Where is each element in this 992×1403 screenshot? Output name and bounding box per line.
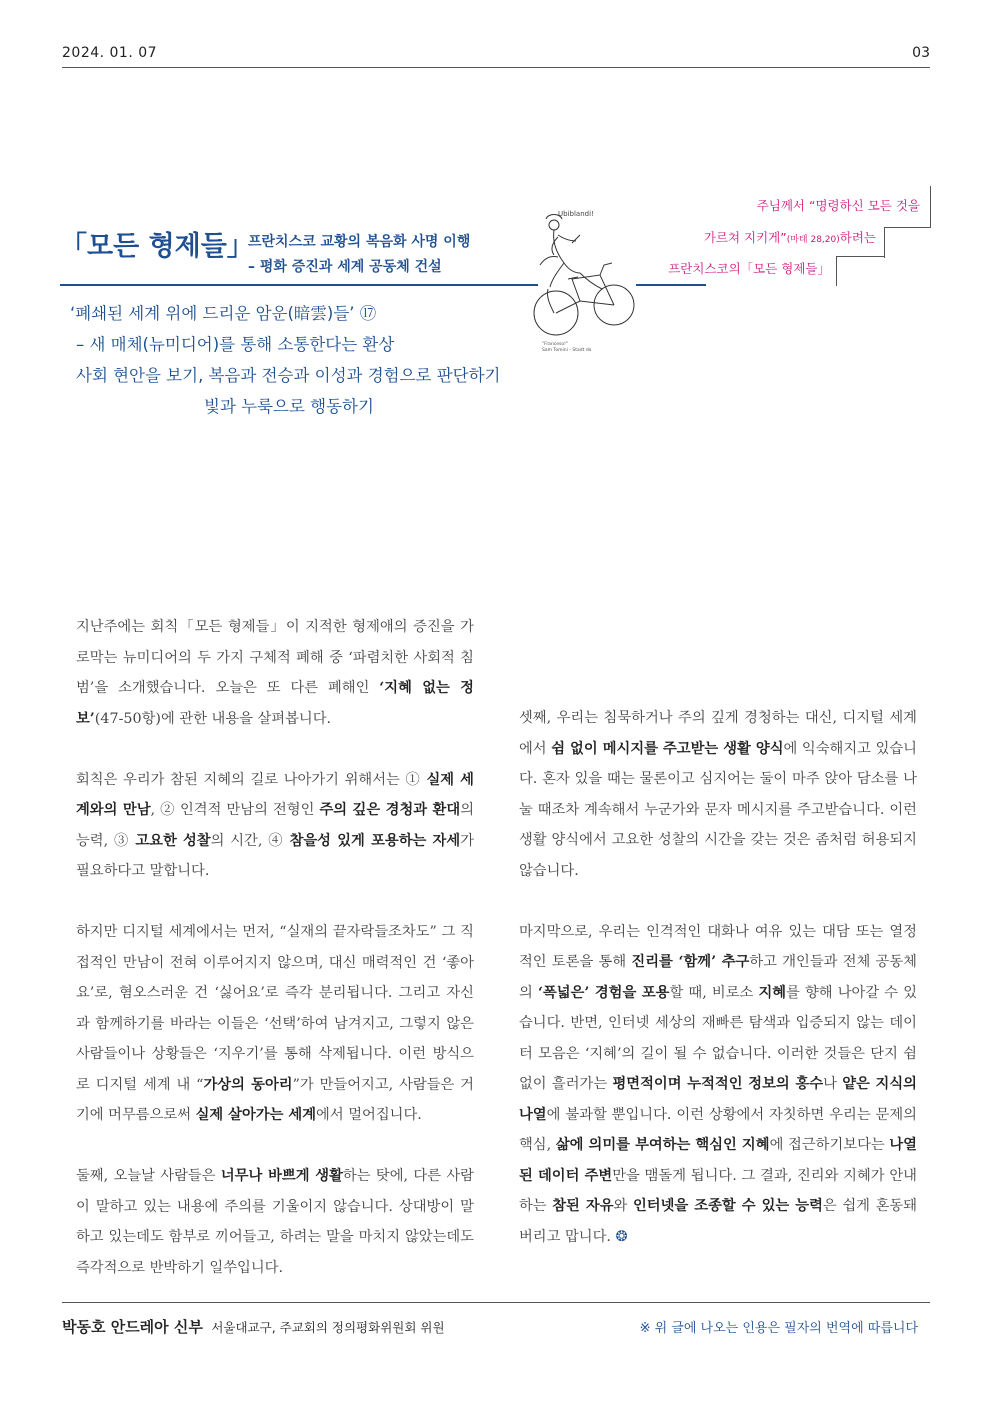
quote-stair-step1	[884, 227, 931, 258]
emphasis: 지혜	[758, 984, 787, 1001]
author-credit	[62, 1316, 445, 1337]
series-subtitle-line1: 프란치스코 교황의 복음화 사명 이행	[248, 234, 471, 250]
quote-line3: 프란치스코의「모든 형제들」	[668, 261, 830, 276]
body-paragraph-2	[76, 765, 474, 887]
emphasis: ‘지혜 없는 정보’	[76, 680, 474, 727]
text-run: 회칙은 우리가 참된 지혜의 길로 나아가기 위해서는 ①	[76, 771, 427, 788]
emphasis: 얕은 지식의 나열	[519, 1076, 917, 1123]
emphasis: 참을성 있게 포용하는 자세	[289, 832, 461, 849]
text-run: 셋째, 우리는 침묵하거나 주의 깊게 경청하는 대신, 디지털 세계에서	[519, 710, 917, 757]
text-run: 하지만 디지털 세계에서는 먼저, “실재의 끝자락들조차도” 그 직접적인 만남이 전혀 이루어지지 않으며, 대신 매력적인 건 ‘좋아요’로, 혐오스러운 건 ‘싫어요’로 즉각 분리됩니다. 그리고 자신과 함께하기를 바라는 이들은 ‘선택’하여 남겨지고, 그렇지 않은 사람들이나 상황들은 ‘지우기’를 통해 삭제됩니다. 이런 방식으로 디지털 세계 내 “	[76, 924, 474, 1093]
body-column-right	[519, 703, 917, 1283]
text-run: 만을 맴돌게 됩니다. 그 결과, 진리와 지혜가 안내하는	[519, 1167, 917, 1214]
page-number: 03	[912, 45, 930, 61]
quote-stair-outline	[930, 186, 931, 228]
emphasis: 평면적이며 누적적인 정보의 홍수	[612, 1076, 824, 1092]
emphasis: 실제 살아가는 세계	[195, 1107, 317, 1123]
text-run: ”가 만들어지고, 사람들은 거기에 머무름으로써	[76, 1076, 474, 1123]
emphasis: 인터넷을 조종할 수 있는 능력	[632, 1198, 823, 1214]
text-run: 의 능력, ③	[76, 802, 474, 849]
text-run: 둘째, 오늘날 사람들은	[76, 1168, 221, 1184]
text-run: 와	[613, 1198, 633, 1214]
body-paragraph-6	[519, 917, 917, 1253]
text-run: 은 쉽게 혼동돼 버리고 맙니다.	[519, 1198, 917, 1245]
text-run: 마지막으로, 우리는 인격적인 대화나 여유 있는 대담 또는 열정적인 토론을 통해	[519, 923, 917, 970]
text-run: 하는 탓에, 다른 사람이 말하고 있는 내용에 주의를 기울이지 않습니다. 상대방이 말하고 있는데도 함부로 끼어들고, 하려는 말을 마치지 않았는데도 즉각적으로 반박하기 일쑤입니다.	[76, 1168, 474, 1276]
emphasis: 주의 깊은 경청과 환대	[319, 802, 461, 818]
text-run: , ② 인격적 만남의 전형인	[150, 802, 320, 818]
text-run: 에 익숙해지고 있습니다. 혼자 있을 때는 물론이고 심지어는 둘이 마주 앉아 담소를 나눌 때조차 계속해서 누군가와 문자 메시지를 주고받습니다. 이런 생활 양식에서 고요한 성찰의 시간을 갖는 것은 좀처럼 허용되지 않습니다.	[519, 740, 917, 879]
emphasis: 고요한 성찰	[135, 832, 211, 849]
body-paragraph-4a	[76, 1161, 474, 1283]
article-title-line1: ‘폐쇄된 세계 위에 드리운 암운(暗雲)들’ ⑰	[70, 304, 377, 323]
text-run: 하고 개인들과 전체 공동체의	[519, 954, 917, 1001]
quote-bible-ref: (마태 28,20)	[786, 235, 840, 245]
illustration-caption: Ubiblandi!	[558, 210, 594, 218]
text-run: 할 때, 비로소	[669, 984, 759, 1001]
emphasis: 나열된 데이터 주변	[519, 1137, 917, 1184]
end-mark-icon: ❂	[615, 1228, 628, 1245]
emphasis: 참된 자유	[552, 1198, 614, 1214]
header-divider	[62, 67, 930, 68]
article-title-block	[70, 298, 501, 422]
bicycle-rider-illustration	[528, 205, 638, 355]
author-name: 박동호 안드레아 신부	[62, 1318, 203, 1336]
body-paragraph-3	[76, 917, 474, 1131]
svg-text:"Franceso!": "Franceso!"	[542, 342, 569, 347]
text-run: 가 필요하다고 말합니다.	[76, 832, 474, 879]
quote-line2-main: 가르쳐 지키게”	[703, 230, 787, 245]
article-title-line3: 사회 현안을 보기, 복음과 전승과 이성과 경험으로 판단하기	[76, 366, 501, 385]
issue-date: 2024. 01. 07	[62, 45, 158, 61]
series-subtitle	[248, 230, 470, 280]
text-run: (47-50항)에 관한 내용을 살펴봅니다.	[94, 710, 332, 727]
text-run: 에서 멀어집니다.	[316, 1107, 422, 1123]
quote-line2-end: 하려는	[839, 230, 876, 245]
quote-stair-step2	[836, 256, 885, 286]
series-subtitle-line2: – 평화 증진과 세계 공동체 건설	[248, 259, 442, 275]
article-title-line2: – 새 매체(뉴미디어)를 통해 소통한다는 환상	[76, 335, 395, 354]
series-title: 「모든 형제들」	[60, 231, 254, 262]
title-underline-right	[636, 284, 706, 286]
body-column-left	[76, 612, 474, 1283]
emphasis: 실제 세계와의 만남	[76, 771, 474, 818]
author-role: 서울대교구, 주교회의 정의평화위원회 위원	[211, 1320, 445, 1335]
quote-line1: 주님께서 “명령하신 모든 것을	[756, 198, 920, 213]
quote-line2	[704, 228, 876, 246]
emphasis: ‘폭넓은’ 경험을 포용	[537, 984, 670, 1001]
text-run: 에 접근하기보다는	[769, 1137, 890, 1153]
article-title-line4: 빛과 누룩으로 행동하기	[204, 397, 374, 416]
text-run: 지난주에는 회칙「모든 형제들」이 지적한 형제애의 증진을 가로막는 뉴미디어의 두 가지 구체적 폐해 중 ‘파렴치한 사회적 침범’을 소개했습니다. 오늘은 또 다른 폐해인	[76, 619, 474, 696]
translation-note: ※ 위 글에 나오는 인용은 필자의 번역에 따릅니다	[639, 1321, 918, 1336]
body-paragraph-5	[519, 703, 917, 886]
title-underline	[60, 284, 538, 286]
emphasis: 삶에 의미를 부여하는 핵심인 지혜	[555, 1137, 770, 1153]
emphasis: 쉼 없이 메시지를 주고받는 생활 양식	[551, 740, 784, 757]
text-run: 의 시간, ④	[210, 832, 290, 849]
emphasis: 진리를 ‘함께’ 추구	[631, 954, 750, 970]
text-run: 를 향해 나아갈 수 있습니다. 반면, 인터넷 세상의 재빠른 탐색과 입증되지 않는 데이터 모음은 ‘지혜’의 길이 될 수 없습니다. 이러한 것들은 단지 쉼 없이 흘러가는	[519, 984, 918, 1092]
svg-text:Sam Tomini - Stadt do: Sam Tomini - Stadt do	[542, 348, 592, 353]
body-paragraph-1	[76, 612, 474, 734]
emphasis: 가상의 동아리	[203, 1076, 293, 1093]
footer-divider	[62, 1302, 930, 1303]
emphasis: 너무나 바쁘게 생활	[220, 1168, 343, 1184]
text-run: 에 불과할 뿐입니다. 이런 상황에서 자칫하면 우리는 문제의 핵심,	[519, 1106, 917, 1153]
text-run: 나	[823, 1076, 843, 1092]
